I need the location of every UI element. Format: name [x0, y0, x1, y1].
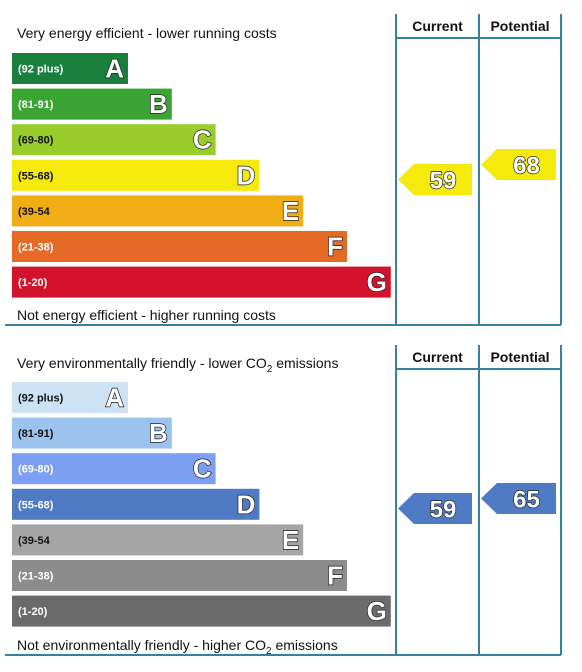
band-range-D: (55-68) [18, 499, 54, 512]
band-range-D: (55-68) [18, 170, 54, 183]
band-range-G: (1-20) [18, 606, 48, 619]
band-letter-A: A [105, 53, 124, 84]
band-range-C: (69-80) [18, 463, 54, 476]
rating-panel-2 [5, 345, 561, 657]
current-score: 59 [429, 167, 457, 195]
band-range-C: (69-80) [18, 134, 54, 147]
header-potential: Potential [490, 349, 550, 365]
band-range-B: (81-91) [18, 428, 54, 441]
band-letter-G: G [366, 596, 387, 627]
band-letter-B: B [149, 418, 168, 449]
header-current: Current [412, 349, 463, 365]
band-range-G: (1-20) [18, 277, 48, 290]
subscript-2: 2 [266, 364, 273, 375]
rating-panel-1 [5, 14, 561, 325]
band-range-E: (39-54 [18, 205, 50, 218]
band-letter-D: D [236, 489, 256, 520]
band-letter-C: C [192, 453, 212, 484]
band-range-B: (81-91) [18, 99, 54, 112]
band-letter-G: G [366, 267, 387, 298]
bottom-caption: Not environmentally friendly - higher $CO_2$ emissions [17, 637, 338, 657]
band-letter-A: A [105, 382, 124, 413]
current-score: 59 [429, 496, 457, 524]
band-letter-B: B [149, 89, 168, 120]
band-range-F: (21-38) [18, 570, 54, 583]
band-range-E: (39-54 [18, 534, 50, 547]
band-bar-G [12, 267, 391, 298]
top-caption: Very energy efficient - lower running costs [17, 25, 277, 41]
top-caption: Very environmentally friendly - lower $CO_2$ emissions [17, 355, 339, 375]
band-range-A: (92 plus) [18, 392, 64, 405]
caption-rest: emissions [271, 637, 338, 653]
band-letter-E: E [281, 524, 300, 555]
band-range-A: (92 plus) [18, 63, 64, 76]
band-range-F: (21-38) [18, 241, 54, 254]
band-bar-F [12, 231, 347, 262]
header-current: Current [412, 18, 463, 34]
band-letter-F: F [327, 231, 343, 262]
caption-rest: emissions [272, 355, 339, 371]
header-potential: Potential [490, 18, 550, 34]
band-bar-E [12, 524, 303, 555]
band-letter-F: F [327, 560, 343, 591]
band-bar-F [12, 560, 347, 591]
band-letter-D: D [236, 160, 256, 191]
potential-score: 68 [513, 152, 540, 180]
subscript-2: 2 [266, 646, 272, 657]
band-letter-E: E [281, 195, 300, 226]
bottom-caption: Not energy efficient - higher running costs [17, 307, 276, 323]
band-bar-G [12, 596, 391, 627]
band-letter-C: C [192, 124, 212, 155]
potential-score: 65 [513, 486, 540, 514]
band-bar-E [12, 195, 303, 226]
